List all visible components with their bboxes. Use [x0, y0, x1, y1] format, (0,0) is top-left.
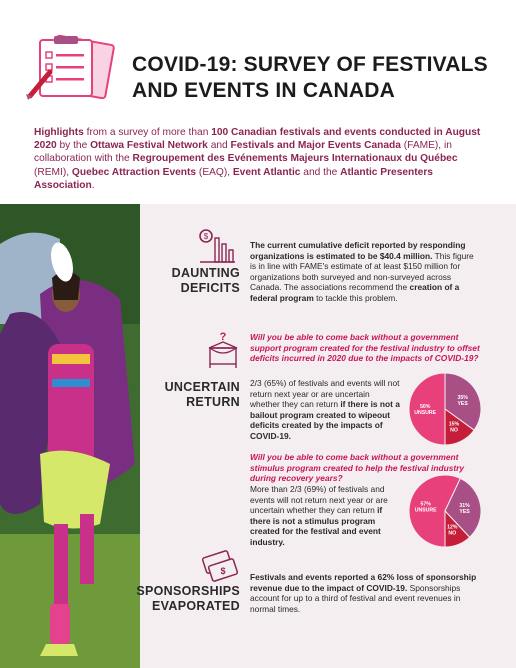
slice-category-label: NO — [448, 530, 457, 537]
slice-category-label: UNSURE — [414, 410, 437, 416]
slice-category-label: YES — [459, 508, 470, 515]
deficits-bold: creation of a federal program — [250, 282, 460, 303]
intro-text: (EAQ), — [196, 166, 233, 178]
deficits-plain: to tackle this problem. — [313, 292, 398, 303]
answer-plain: More than 2/3 (69%) of festivals and events will not return next year or are uncertain whether they can return — [250, 484, 388, 516]
slice-value-label: 35% — [457, 395, 468, 402]
section-title-deficits — [140, 266, 240, 296]
section-title-line: UNCERTAIN — [164, 380, 240, 394]
question-2: Will you be able to come back without a government stimulus program created to help the festival industry during recovery years? — [250, 452, 465, 484]
intro-highlight: Event Atlantic — [232, 166, 301, 178]
intro-text: (FAME), in collaboration with the — [34, 140, 452, 165]
deficits-text — [250, 240, 482, 304]
question-1: Will you be able to come back without a government support program created for the festival industry to offset deficits incurred in 2020 due to the impacts of COVID-19? — [250, 332, 480, 364]
intro-paragraph — [34, 126, 486, 192]
slice-value-label: 12% — [447, 524, 458, 531]
section-title-line: SPONSORSHIPS — [136, 584, 240, 598]
answer-plain: 2/3 (65%) of festivals and events will not return next year or are uncertain whether they can return — [250, 378, 400, 410]
intro-highlight: Quebec Attraction Events — [71, 166, 197, 178]
intro-highlight: Regroupement des Evénements Majeurs Internationaux du Québec — [132, 153, 458, 165]
page-title: COVID-19: SURVEY OF FESTIVALS AND EVENTS IN CANADA — [132, 53, 488, 102]
donut-chart-2 — [408, 474, 482, 548]
answer-bold: if there is not a stimulus program created for the festival and event industry. — [250, 505, 383, 547]
slice-category-label: YES — [457, 401, 468, 408]
dancer-photo — [0, 204, 140, 668]
intro-text: from a survey of more than — [83, 127, 212, 138]
sponsorships-text — [250, 572, 482, 614]
intro-highlight: Highlights — [34, 127, 84, 138]
slice-value-label: 15% — [448, 421, 460, 428]
donut-chart-1 — [408, 372, 482, 446]
section-title-sponsorships — [120, 584, 240, 614]
slice-category-label: NO — [450, 427, 458, 434]
section-title-return — [140, 380, 240, 410]
intro-text: (REMI), — [34, 166, 72, 178]
svg-text:$: $ — [220, 566, 226, 576]
answer-bold: if there is not a bailout program created to wipeout deficits created by the impacts of COVID-19. — [250, 399, 400, 441]
clipboard-checklist-icon — [22, 32, 118, 104]
intro-highlight: Ottawa Festival Network — [90, 140, 208, 152]
slice-value-label: 50% — [420, 404, 431, 410]
money-bills-icon — [200, 548, 240, 582]
intro-highlight: Festivals and Major Events Canada — [230, 140, 401, 152]
section-title-line: RETURN — [186, 395, 240, 409]
stage-question-icon — [206, 330, 240, 370]
photo-credit-strip — [4, 560, 14, 660]
section-title-line: DAUNTING — [171, 266, 240, 280]
answer-1 — [250, 378, 400, 442]
section-title-line: DEFICITS — [180, 281, 240, 295]
sponsorships-bold: Festivals and events reported a 62% loss of sponsorship revenue due to the impact of COVID-19. — [250, 572, 477, 593]
intro-text: and — [207, 140, 231, 152]
deficit-chart-icon — [196, 226, 236, 266]
section-title-line: EVAPORATED — [152, 599, 240, 613]
intro-text: by the — [56, 140, 91, 152]
svg-text:?: ? — [219, 331, 227, 343]
intro-text: and the — [300, 166, 341, 178]
slice-category-label: UNSURE — [414, 507, 437, 514]
sponsorships-plain: Sponsorships account for up to a third of festival and event revenues in normal times. — [250, 582, 461, 614]
deficits-bold: The current cumulative deficit reported by responding organizations is estimated to be $40.4 million. — [250, 240, 466, 261]
slice-value-label: 57% — [420, 501, 431, 508]
svg-text:$: $ — [203, 232, 209, 241]
deficits-plain: This figure is in line with FAME's estimate of at least $150 million for organizations both surveyed and non-surveyed across Canada. The associations recommend the — [250, 250, 474, 293]
intro-highlight: Atlantic Presenters Association — [34, 166, 433, 191]
intro-text: . — [91, 179, 95, 191]
answer-2 — [250, 484, 400, 548]
intro-highlight: 100 Canadian festivals and events conducted in August 2020 — [34, 127, 481, 152]
slice-value-label: 31% — [459, 502, 470, 509]
